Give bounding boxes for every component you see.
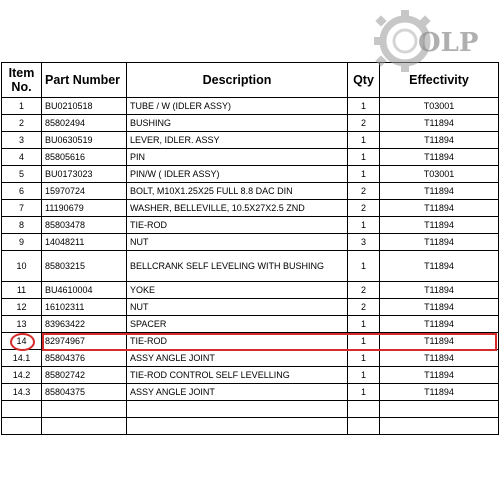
table-row [2, 115, 499, 132]
effectivity-cell: T11894 [380, 217, 499, 234]
table-row [2, 316, 499, 333]
description-cell: NUT [127, 299, 348, 316]
empty-row [2, 418, 499, 435]
empty-cell [348, 401, 380, 418]
qty-cell: 2 [348, 183, 380, 200]
item-no-cell: 3 [2, 132, 42, 149]
empty-cell [348, 418, 380, 435]
qty-cell: 1 [348, 251, 380, 282]
empty-cell [127, 401, 348, 418]
table-body [2, 98, 499, 435]
effectivity-cell: T11894 [380, 316, 499, 333]
item-no-cell: 12 [2, 299, 42, 316]
empty-cell [2, 418, 42, 435]
description-cell: TUBE / W (IDLER ASSY) [127, 98, 348, 115]
part-number-cell: 15970724 [42, 183, 127, 200]
description-cell: BUSHING [127, 115, 348, 132]
part-number-cell: 85804375 [42, 384, 127, 401]
item-no-cell: 9 [2, 234, 42, 251]
qty-cell: 1 [348, 316, 380, 333]
description-cell: TIE-ROD [127, 217, 348, 234]
part-number-cell: 14048211 [42, 234, 127, 251]
item-no-cell: 14.2 [2, 367, 42, 384]
effectivity-cell: T11894 [380, 333, 499, 350]
part-number-cell: 16102311 [42, 299, 127, 316]
qty-cell: 1 [348, 217, 380, 234]
part-number-cell: BU0173023 [42, 166, 127, 183]
table-row [2, 299, 499, 316]
description-cell: ASSY ANGLE JOINT [127, 350, 348, 367]
table-row [2, 98, 499, 115]
effectivity-cell: T11894 [380, 132, 499, 149]
item-no-cell: 11 [2, 282, 42, 299]
description-cell: PIN/W ( IDLER ASSY) [127, 166, 348, 183]
empty-cell [380, 418, 499, 435]
table-row [2, 350, 499, 367]
description-cell: ASSY ANGLE JOINT [127, 384, 348, 401]
item-no-cell: 13 [2, 316, 42, 333]
empty-cell [127, 418, 348, 435]
part-number-cell: 83963422 [42, 316, 127, 333]
qty-cell: 2 [348, 115, 380, 132]
empty-row [2, 401, 499, 418]
item-no-cell: 8 [2, 217, 42, 234]
table-row [2, 149, 499, 166]
header-effectivity: Effectivity [380, 63, 499, 98]
header-part-number: Part Number [42, 63, 127, 98]
part-number-cell: 85803478 [42, 217, 127, 234]
table-row [2, 282, 499, 299]
item-no-cell: 5 [2, 166, 42, 183]
table-row [2, 200, 499, 217]
parts-table [1, 62, 499, 435]
effectivity-cell: T11894 [380, 200, 499, 217]
empty-cell [42, 418, 127, 435]
effectivity-cell: T11894 [380, 299, 499, 316]
qty-cell: 1 [348, 166, 380, 183]
item-no-cell: 6 [2, 183, 42, 200]
header-description: Description [127, 63, 348, 98]
qty-cell: 1 [348, 149, 380, 166]
description-cell: YOKE [127, 282, 348, 299]
qty-cell: 1 [348, 384, 380, 401]
part-number-cell: 85803215 [42, 251, 127, 282]
table-row [2, 234, 499, 251]
description-cell: LEVER, IDLER. ASSY [127, 132, 348, 149]
effectivity-cell: T11894 [380, 115, 499, 132]
effectivity-cell: T03001 [380, 98, 499, 115]
table-row [2, 367, 499, 384]
part-number-cell: BU4610004 [42, 282, 127, 299]
qty-cell: 2 [348, 200, 380, 217]
part-number-cell: 85805616 [42, 149, 127, 166]
item-no-cell: 2 [2, 115, 42, 132]
table-row [2, 251, 499, 282]
empty-cell [42, 401, 127, 418]
table-row [2, 132, 499, 149]
description-cell: WASHER, BELLEVILLE, 10.5X27X2.5 ZND [127, 200, 348, 217]
description-cell: BOLT, M10X1.25X25 FULL 8.8 DAC DIN [127, 183, 348, 200]
part-number-cell: BU0210518 [42, 98, 127, 115]
description-cell: TIE-ROD [127, 333, 348, 350]
logo-text: OLP [418, 28, 479, 58]
qty-cell: 1 [348, 333, 380, 350]
table-row [2, 166, 499, 183]
effectivity-cell: T11894 [380, 251, 499, 282]
description-cell: NUT [127, 234, 348, 251]
parts-table-container [1, 62, 498, 435]
item-no-cell: 4 [2, 149, 42, 166]
part-number-cell: 85804376 [42, 350, 127, 367]
header-qty: Qty [348, 63, 380, 98]
table-row [2, 333, 499, 350]
empty-cell [380, 401, 499, 418]
item-no-cell: 7 [2, 200, 42, 217]
description-cell: SPACER [127, 316, 348, 333]
part-number-cell: 85802494 [42, 115, 127, 132]
effectivity-cell: T11894 [380, 367, 499, 384]
qty-cell: 1 [348, 367, 380, 384]
part-number-cell: 82974967 [42, 333, 127, 350]
qty-cell: 1 [348, 132, 380, 149]
part-number-cell: 85802742 [42, 367, 127, 384]
effectivity-cell: T11894 [380, 183, 499, 200]
part-number-cell: 11190679 [42, 200, 127, 217]
table-row [2, 384, 499, 401]
olp-logo [372, 8, 498, 74]
header-item-no: Item No. [2, 63, 42, 98]
qty-cell: 2 [348, 282, 380, 299]
effectivity-cell: T11894 [380, 384, 499, 401]
table-row [2, 217, 499, 234]
effectivity-cell: T03001 [380, 166, 499, 183]
qty-cell: 2 [348, 299, 380, 316]
item-no-cell: 14.1 [2, 350, 42, 367]
item-no-cell: 14 [2, 333, 42, 350]
item-no-cell: 14.3 [2, 384, 42, 401]
description-cell: PIN [127, 149, 348, 166]
qty-cell: 1 [348, 98, 380, 115]
description-cell: TIE-ROD CONTROL SELF LEVELLING [127, 367, 348, 384]
effectivity-cell: T11894 [380, 149, 499, 166]
qty-cell: 3 [348, 234, 380, 251]
item-no-cell: 1 [2, 98, 42, 115]
effectivity-cell: T11894 [380, 234, 499, 251]
description-cell: BELLCRANK SELF LEVELING WITH BUSHING [127, 251, 348, 282]
effectivity-cell: T11894 [380, 350, 499, 367]
effectivity-cell: T11894 [380, 282, 499, 299]
empty-cell [2, 401, 42, 418]
qty-cell: 1 [348, 350, 380, 367]
table-row [2, 183, 499, 200]
part-number-cell: BU0630519 [42, 132, 127, 149]
item-no-cell: 10 [2, 251, 42, 282]
